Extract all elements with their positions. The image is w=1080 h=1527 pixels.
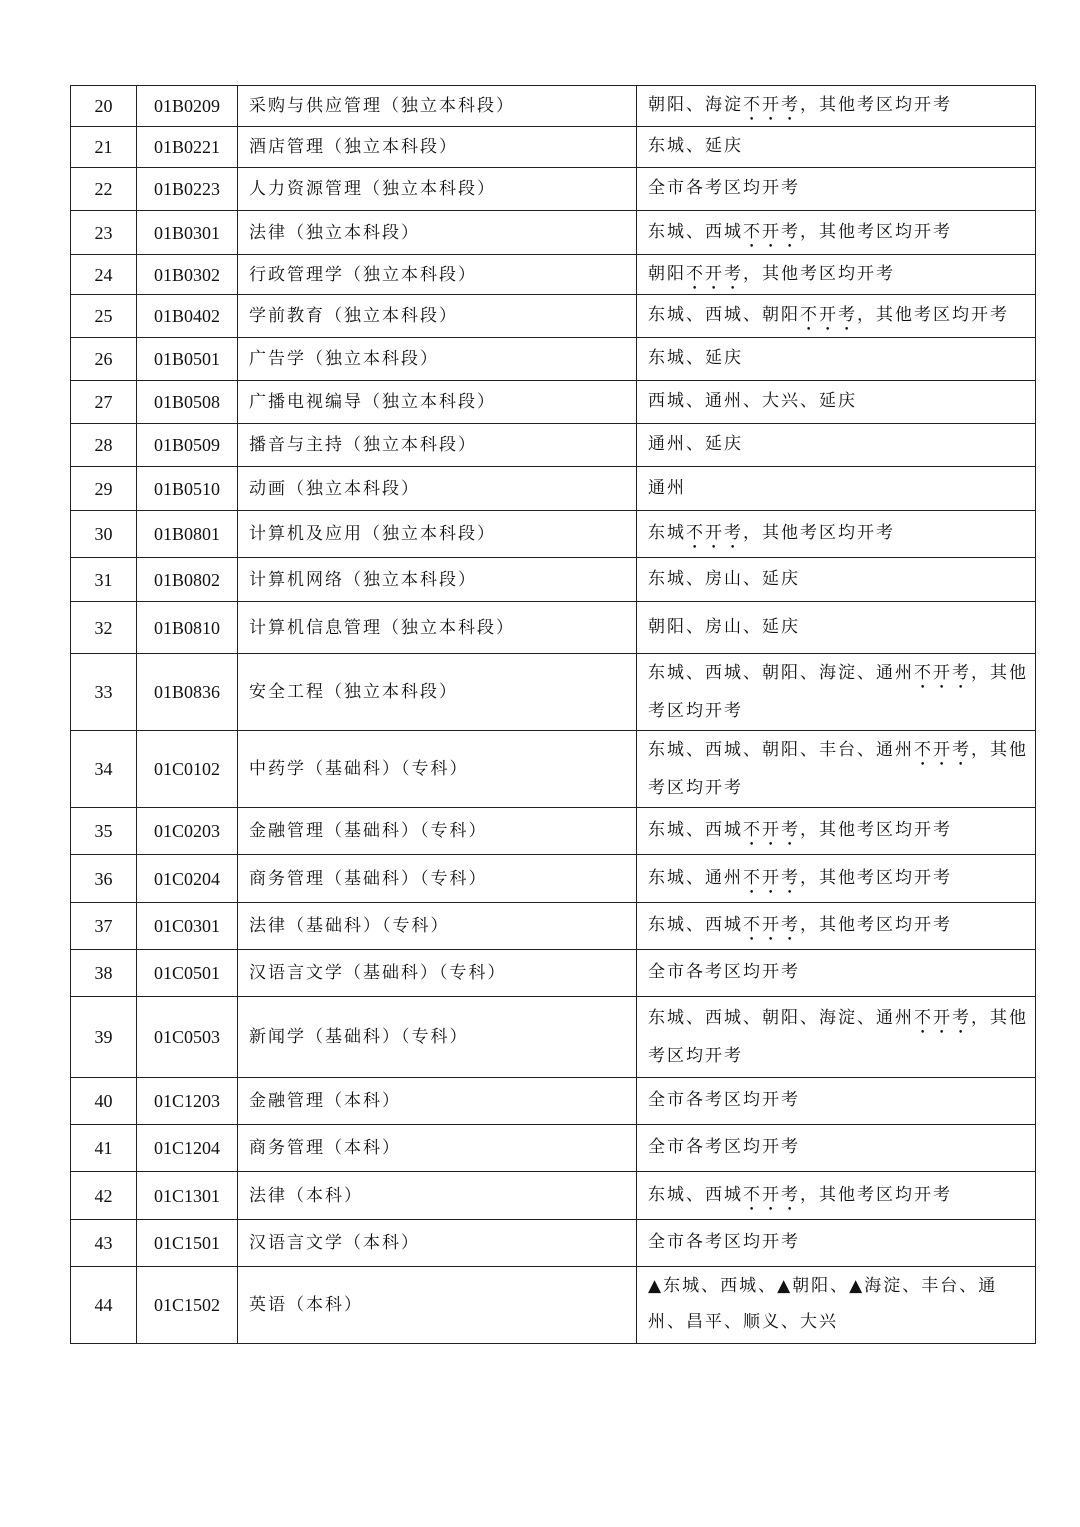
exam-area — [637, 1078, 1036, 1125]
exam-area — [637, 86, 1036, 127]
major-code: 01C0501 — [137, 950, 238, 997]
exam-area — [637, 168, 1036, 211]
not-offered-emphasis: 不开考 — [743, 221, 800, 242]
exam-area-note: ，其他考区均开考 — [800, 1184, 952, 1205]
exam-area-text: 全市各考区均开考 — [648, 962, 800, 982]
major-code: 01C0203 — [137, 808, 238, 855]
major-code: 01B0802 — [137, 558, 238, 602]
exam-area-note: ，其他考区均开考 — [648, 1008, 1028, 1066]
major-name: 计算机网络（独立本科段） — [238, 558, 637, 602]
exam-area — [637, 1125, 1036, 1172]
table-row — [71, 1267, 1036, 1344]
row-number: 30 — [71, 511, 137, 558]
table-row — [71, 467, 1036, 511]
table-row — [71, 211, 1036, 255]
major-name: 法律（本科） — [238, 1172, 637, 1220]
major-code: 01B0402 — [137, 295, 238, 338]
major-code: 01B0302 — [137, 255, 238, 295]
row-number: 39 — [71, 997, 137, 1078]
major-name: 商务管理（基础科）（专科） — [238, 855, 637, 903]
major-name: 动画（独立本科段） — [238, 467, 637, 511]
major-code: 01C1203 — [137, 1078, 238, 1125]
exam-area-note: ，其他考区均开考 — [800, 867, 952, 888]
exam-area-note: ，其他考区均开考 — [743, 263, 895, 284]
not-offered-emphasis: 不开考 — [914, 663, 971, 683]
major-code: 01B0510 — [137, 467, 238, 511]
row-number: 28 — [71, 424, 137, 467]
major-name: 人力资源管理（独立本科段） — [238, 168, 637, 211]
exam-area-text: 全市各考区均开考 — [648, 178, 800, 198]
exam-area-text: 东城、西城 — [648, 1184, 743, 1205]
major-code: 01B0508 — [137, 381, 238, 424]
row-number: 23 — [71, 211, 137, 255]
exam-area-text: 东城、西城、朝阳 — [648, 305, 800, 325]
exam-area-note: ，其他考区均开考 — [857, 305, 1009, 325]
exam-area — [637, 997, 1036, 1078]
exam-area-text: 全市各考区均开考 — [648, 1232, 800, 1252]
exam-area-text: 朝阳、海淀 — [648, 95, 743, 115]
not-offered-emphasis: 不开考 — [686, 523, 743, 543]
row-number: 42 — [71, 1172, 137, 1220]
exam-area-text: 东城、通州 — [648, 867, 743, 888]
exam-area-text: 通州 — [648, 477, 686, 498]
exam-area — [637, 602, 1036, 654]
row-number: 44 — [71, 1267, 137, 1344]
table-row — [71, 295, 1036, 338]
exam-area — [637, 295, 1036, 338]
exam-area — [637, 511, 1036, 558]
major-name: 法律（基础科）（专科） — [238, 903, 637, 950]
row-number: 20 — [71, 86, 137, 127]
row-number: 25 — [71, 295, 137, 338]
major-name: 法律（独立本科段） — [238, 211, 637, 255]
table-row — [71, 338, 1036, 381]
major-name: 金融管理（本科） — [238, 1078, 637, 1125]
not-offered-emphasis: 不开考 — [743, 820, 800, 840]
exam-area — [637, 467, 1036, 511]
table-row — [71, 86, 1036, 127]
exam-area-note: ，其他考区均开考 — [743, 523, 895, 543]
exam-area-note: ，其他考区均开考 — [800, 221, 952, 242]
exam-area — [637, 855, 1036, 903]
major-name: 计算机信息管理（独立本科段） — [238, 602, 637, 654]
exam-area — [637, 558, 1036, 602]
exam-area-text: 东城、西城 — [648, 820, 743, 840]
row-number: 37 — [71, 903, 137, 950]
major-code: 01B0509 — [137, 424, 238, 467]
major-code: 01B0801 — [137, 511, 238, 558]
major-name: 新闻学（基础科）（专科） — [238, 997, 637, 1078]
major-name: 行政管理学（独立本科段） — [238, 255, 637, 295]
major-name: 商务管理（本科） — [238, 1125, 637, 1172]
not-offered-emphasis: 不开考 — [743, 95, 800, 115]
exam-area — [637, 255, 1036, 295]
major-code: 01C0301 — [137, 903, 238, 950]
major-name: 安全工程（独立本科段） — [238, 654, 637, 731]
table-row — [71, 1172, 1036, 1220]
exam-area — [637, 381, 1036, 424]
table-row — [71, 381, 1036, 424]
not-offered-emphasis: 不开考 — [686, 263, 743, 284]
exam-area-table — [70, 85, 1036, 1344]
exam-area — [637, 950, 1036, 997]
row-number: 40 — [71, 1078, 137, 1125]
exam-area — [637, 1267, 1036, 1344]
major-code: 01B0221 — [137, 127, 238, 168]
major-code: 01C1204 — [137, 1125, 238, 1172]
not-offered-emphasis: 不开考 — [914, 1008, 971, 1028]
table-row — [71, 602, 1036, 654]
exam-area — [637, 1172, 1036, 1220]
exam-area-text: 通州、延庆 — [648, 434, 743, 454]
exam-area-text: 西城、通州、大兴、延庆 — [648, 391, 857, 411]
major-code: 01B0209 — [137, 86, 238, 127]
not-offered-emphasis: 不开考 — [743, 867, 800, 888]
exam-area — [637, 731, 1036, 808]
row-number: 22 — [71, 168, 137, 211]
not-offered-emphasis: 不开考 — [743, 1184, 800, 1205]
major-code: 01C1301 — [137, 1172, 238, 1220]
row-number: 21 — [71, 127, 137, 168]
row-number: 27 — [71, 381, 137, 424]
exam-area-text: 东城、西城 — [648, 221, 743, 242]
not-offered-emphasis: 不开考 — [914, 740, 971, 760]
exam-area-text: 东城、西城、朝阳、海淀、通州 — [648, 663, 914, 683]
table-body — [71, 86, 1036, 1344]
major-name: 酒店管理（独立本科段） — [238, 127, 637, 168]
row-number: 43 — [71, 1220, 137, 1267]
table-row — [71, 731, 1036, 808]
major-code: 01B0836 — [137, 654, 238, 731]
exam-area-text: 东城、延庆 — [648, 348, 743, 368]
exam-area-text: 东城、延庆 — [648, 136, 743, 156]
table-row — [71, 127, 1036, 168]
row-number: 33 — [71, 654, 137, 731]
table-row — [71, 950, 1036, 997]
row-number: 41 — [71, 1125, 137, 1172]
major-code: 01B0810 — [137, 602, 238, 654]
row-number: 29 — [71, 467, 137, 511]
exam-area-note: ，其他考区均开考 — [648, 740, 1028, 798]
major-name: 学前教育（独立本科段） — [238, 295, 637, 338]
row-number: 31 — [71, 558, 137, 602]
exam-area — [637, 903, 1036, 950]
major-name: 计算机及应用（独立本科段） — [238, 511, 637, 558]
major-code: 01B0501 — [137, 338, 238, 381]
major-name: 英语（本科） — [238, 1267, 637, 1344]
row-number: 32 — [71, 602, 137, 654]
table-row — [71, 168, 1036, 211]
exam-area — [637, 654, 1036, 731]
table-row — [71, 1125, 1036, 1172]
major-code: 01C0102 — [137, 731, 238, 808]
exam-area-note: ，其他考区均开考 — [800, 820, 952, 840]
table-row — [71, 997, 1036, 1078]
exam-area-text: 东城、房山、延庆 — [648, 568, 800, 589]
major-name: 汉语言文学（基础科）（专科） — [238, 950, 637, 997]
exam-area-text: 东城、西城、朝阳、海淀、通州 — [648, 1008, 914, 1028]
major-name: 采购与供应管理（独立本科段） — [238, 86, 637, 127]
exam-area-text: 朝阳 — [648, 263, 686, 284]
row-number: 36 — [71, 855, 137, 903]
table-row — [71, 1078, 1036, 1125]
row-number: 38 — [71, 950, 137, 997]
exam-area-text: 东城 — [648, 523, 686, 543]
exam-area — [637, 808, 1036, 855]
major-code: 01B0223 — [137, 168, 238, 211]
major-name: 汉语言文学（本科） — [238, 1220, 637, 1267]
exam-area — [637, 424, 1036, 467]
table-row — [71, 1220, 1036, 1267]
row-number: 24 — [71, 255, 137, 295]
row-number: 26 — [71, 338, 137, 381]
not-offered-emphasis: 不开考 — [800, 305, 857, 325]
exam-area-text: ▲东城、西城、▲朝阳、▲海淀、丰台、通州、昌平、顺义、大兴 — [648, 1276, 998, 1332]
major-code: 01C1501 — [137, 1220, 238, 1267]
exam-area-note: ，其他考区均开考 — [800, 915, 952, 935]
major-code: 01C1502 — [137, 1267, 238, 1344]
exam-area — [637, 338, 1036, 381]
table-row — [71, 903, 1036, 950]
exam-area-text: 东城、西城、朝阳、丰台、通州 — [648, 740, 914, 760]
table-row — [71, 558, 1036, 602]
exam-area-text: 东城、西城 — [648, 915, 743, 935]
major-name: 广播电视编导（独立本科段） — [238, 381, 637, 424]
exam-area-text: 全市各考区均开考 — [648, 1137, 800, 1157]
exam-area — [637, 127, 1036, 168]
table-row — [71, 654, 1036, 731]
exam-area-text: 朝阳、房山、延庆 — [648, 616, 800, 637]
major-name: 广告学（独立本科段） — [238, 338, 637, 381]
major-name: 中药学（基础科）（专科） — [238, 731, 637, 808]
row-number: 35 — [71, 808, 137, 855]
major-name: 金融管理（基础科）（专科） — [238, 808, 637, 855]
not-offered-emphasis: 不开考 — [743, 915, 800, 935]
major-code: 01C0503 — [137, 997, 238, 1078]
major-code: 01C0204 — [137, 855, 238, 903]
major-name: 播音与主持（独立本科段） — [238, 424, 637, 467]
exam-area — [637, 1220, 1036, 1267]
table-row — [71, 808, 1036, 855]
table-row — [71, 511, 1036, 558]
exam-area-text: 全市各考区均开考 — [648, 1090, 800, 1110]
exam-area-note: ，其他考区均开考 — [800, 95, 952, 115]
exam-area — [637, 211, 1036, 255]
exam-area-note: ，其他考区均开考 — [648, 663, 1028, 721]
table-row — [71, 855, 1036, 903]
major-code: 01B0301 — [137, 211, 238, 255]
table-row — [71, 255, 1036, 295]
row-number: 34 — [71, 731, 137, 808]
table-row — [71, 424, 1036, 467]
